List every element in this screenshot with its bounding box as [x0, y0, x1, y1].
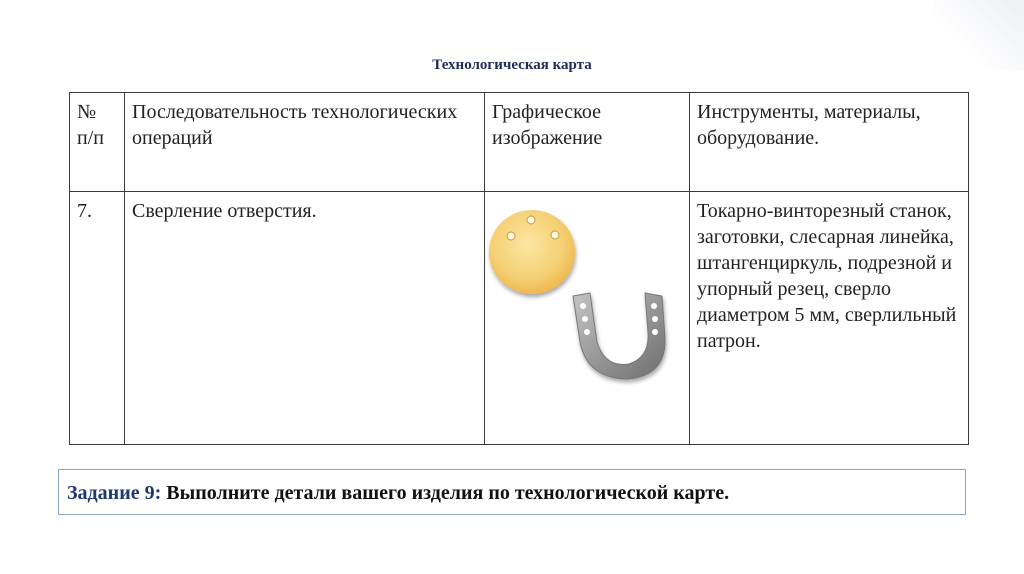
- page-title: Технологическая карта: [432, 57, 592, 73]
- yellow-disc-with-three-holes-image: [489, 210, 575, 294]
- row-operation: Сверление отверстия.: [125, 192, 485, 445]
- graphic-image: [485, 192, 690, 432]
- row-number: 7.: [70, 192, 125, 445]
- task-box: [58, 469, 966, 515]
- gray-horseshoe-with-holes-image: [573, 293, 665, 379]
- task-label: Задание 9:: [67, 482, 162, 504]
- header-number: № п/п: [70, 93, 125, 192]
- header-graphic: Графическое изображение: [485, 93, 690, 192]
- table-row: [70, 192, 969, 445]
- technology-card-table: [69, 92, 969, 445]
- header-operations: Последовательность технологических операций: [125, 93, 485, 192]
- task-text: Выполните детали вашего изделия по технологической карте.: [161, 482, 730, 504]
- row-graphic: [485, 192, 690, 445]
- row-tools: Токарно-винторезный станок, заготовки, слесарная линейка, штангенциркуль, подрезной и упорный резец, сверло диаметром 5 мм, сверлильный патрон.: [690, 192, 969, 445]
- table-header-row: [70, 93, 969, 192]
- header-tools: Инструменты, материалы, оборудование.: [690, 93, 969, 192]
